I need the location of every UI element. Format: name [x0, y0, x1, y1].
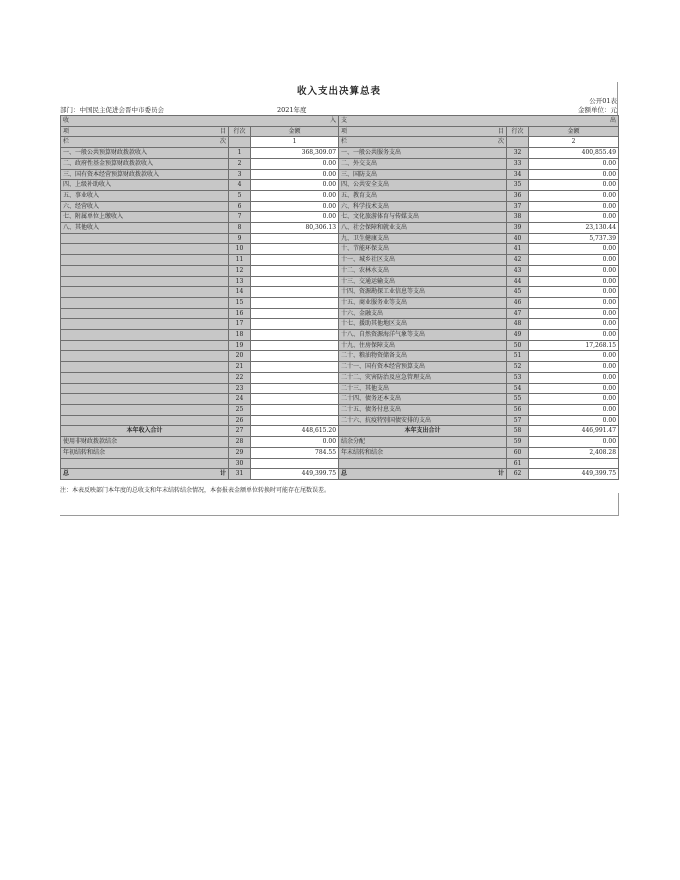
income-section-header	[61, 116, 339, 127]
expense-row-no: 59	[507, 437, 529, 448]
expense-col-number: 2	[529, 137, 619, 148]
table-row	[61, 233, 619, 244]
income-row-no: 17	[229, 319, 251, 330]
expense-amount: 0.00	[529, 330, 619, 341]
income-item	[61, 255, 229, 266]
table-row	[61, 372, 619, 383]
expense-label: 支	[341, 117, 348, 124]
table-row	[61, 158, 619, 169]
expense-item: 十九、住房保障支出	[339, 340, 507, 351]
expense-col-blank	[507, 137, 529, 148]
total-label-start: 总	[63, 470, 70, 478]
expense-row-no: 50	[507, 340, 529, 351]
expense-row-no: 40	[507, 233, 529, 244]
table-row	[61, 415, 619, 426]
income-total-label	[61, 469, 229, 480]
expense-item: 二十四、债务还本支出	[339, 394, 507, 405]
table-row	[61, 287, 619, 298]
expense-item: 八、社会保障和就业支出	[339, 223, 507, 234]
income-amount	[251, 372, 339, 383]
income-amount: 0.00	[251, 180, 339, 191]
expense-amount: 23,130.44	[529, 223, 619, 234]
table-row	[61, 319, 619, 330]
table-row	[61, 362, 619, 373]
table-frame-bottom	[60, 493, 619, 516]
total-label-start: 总	[341, 470, 348, 478]
page-title: 收入支出决算总表	[296, 86, 381, 97]
total-label-end: 计	[498, 470, 505, 478]
subtotal-row	[61, 426, 619, 437]
income-item	[61, 340, 229, 351]
income-item	[61, 297, 229, 308]
expense-item: 二十二、灾害防治及应急管理支出	[339, 372, 507, 383]
income-row-no: 21	[229, 362, 251, 373]
income-row-no: 18	[229, 330, 251, 341]
income-item-header	[61, 126, 229, 137]
expense-item: 十一、城乡社区支出	[339, 255, 507, 266]
expense-amount: 400,855.49	[529, 148, 619, 159]
income-row-no: 23	[229, 383, 251, 394]
income-row-no: 9	[229, 233, 251, 244]
expense-row-no: 36	[507, 190, 529, 201]
col-label: 栏	[63, 138, 70, 146]
expense-amount: 0.00	[529, 404, 619, 415]
income-row-no: 11	[229, 255, 251, 266]
table-row	[61, 265, 619, 276]
expense-row-no: 34	[507, 169, 529, 180]
expense-row-no: 56	[507, 404, 529, 415]
income-col-header	[61, 137, 229, 148]
expense-item: 十八、自然资源海洋气象等支出	[339, 330, 507, 341]
income-row-no: 25	[229, 404, 251, 415]
income-row-no: 10	[229, 244, 251, 255]
expense-amount: 0.00	[529, 415, 619, 426]
income-item	[61, 287, 229, 298]
expense-row-no: 37	[507, 201, 529, 212]
income-amount: 0.00	[251, 190, 339, 201]
expense-row-no: 49	[507, 330, 529, 341]
income-row-no: 7	[229, 212, 251, 223]
income-amount: 0.00	[251, 437, 339, 448]
expense-amount: 0.00	[529, 394, 619, 405]
expense-amount: 0.00	[529, 201, 619, 212]
table-row	[61, 340, 619, 351]
expense-total-amount: 449,399.75	[529, 469, 619, 480]
income-item	[61, 308, 229, 319]
income-item	[61, 265, 229, 276]
expense-amount: 0.00	[529, 265, 619, 276]
expense-rowno-header: 行次	[507, 126, 529, 137]
income-item: 一、一般公共预算财政拨款收入	[61, 148, 229, 159]
expense-total-label	[339, 469, 507, 480]
table-row	[61, 201, 619, 212]
item-label: 项	[63, 127, 70, 135]
income-item	[61, 415, 229, 426]
col-label-end: 次	[498, 138, 505, 146]
expense-amount: 0.00	[529, 362, 619, 373]
income-row-no: 30	[229, 458, 251, 469]
expense-row-no: 35	[507, 180, 529, 191]
expense-item: 二十三、其他支出	[339, 383, 507, 394]
income-item: 八、其他收入	[61, 223, 229, 234]
income-item	[61, 233, 229, 244]
total-label-end: 计	[219, 470, 226, 478]
income-item	[61, 351, 229, 362]
col-label: 栏	[341, 138, 348, 146]
expense-item: 九、卫生健康支出	[339, 233, 507, 244]
expense-subtotal-amount: 446,991.47	[529, 426, 619, 437]
income-row-no: 24	[229, 394, 251, 405]
item-label-end: 目	[219, 127, 226, 135]
income-amount	[251, 362, 339, 373]
amount-unit: 金额单位：元	[578, 106, 617, 114]
expense-item: 七、文化旅游体育与传媒支出	[339, 212, 507, 223]
income-item: 年初结转和结余	[61, 447, 229, 458]
income-amount	[251, 265, 339, 276]
income-row-no: 8	[229, 223, 251, 234]
table-row	[61, 351, 619, 362]
income-row-no: 26	[229, 415, 251, 426]
expense-item-header	[339, 126, 507, 137]
col-label-end: 次	[219, 138, 226, 146]
expense-item: 二、外交支出	[339, 158, 507, 169]
table-footnote: 注：本表反映部门本年度的总收支和年末结转结余情况，本套报表金额单位转换时可能存在尾数误差。	[60, 487, 331, 494]
expense-row-no: 53	[507, 372, 529, 383]
table-row	[61, 190, 619, 201]
expense-amount: 0.00	[529, 287, 619, 298]
expense-amount: 17,268.15	[529, 340, 619, 351]
income-row-no: 6	[229, 201, 251, 212]
expense-amount: 0.00	[529, 169, 619, 180]
income-item	[61, 404, 229, 415]
expense-item: 四、公共安全支出	[339, 180, 507, 191]
income-row-no: 1	[229, 148, 251, 159]
income-item: 六、经营收入	[61, 201, 229, 212]
expense-item: 十七、援助其他地区支出	[339, 319, 507, 330]
expense-item: 五、教育支出	[339, 190, 507, 201]
table-row	[61, 404, 619, 415]
income-row-no: 22	[229, 372, 251, 383]
expense-amount-header: 金额	[529, 126, 619, 137]
expense-amount: 0.00	[529, 212, 619, 223]
expense-row-no: 43	[507, 265, 529, 276]
table-row	[61, 330, 619, 341]
header-row-sections	[61, 116, 619, 127]
income-amount	[251, 244, 339, 255]
expense-row-no: 51	[507, 351, 529, 362]
income-expense-table	[60, 115, 619, 480]
table-row	[61, 437, 619, 448]
expense-item: 结余分配	[339, 437, 507, 448]
expense-amount	[529, 458, 619, 469]
income-row-no: 5	[229, 190, 251, 201]
table-row	[61, 244, 619, 255]
expense-row-no: 44	[507, 276, 529, 287]
income-amount: 368,309.07	[251, 148, 339, 159]
expense-item: 一、一般公共服务支出	[339, 148, 507, 159]
expense-item: 十二、农林水支出	[339, 265, 507, 276]
expense-row-no: 42	[507, 255, 529, 266]
income-amount	[251, 276, 339, 287]
income-row-no: 19	[229, 340, 251, 351]
income-amount-header: 金额	[251, 126, 339, 137]
expense-row-no: 32	[507, 148, 529, 159]
expense-row-no: 48	[507, 319, 529, 330]
expense-item: 十三、交通运输支出	[339, 276, 507, 287]
income-label: 收	[63, 117, 70, 124]
table-row	[61, 458, 619, 469]
expense-row-no: 62	[507, 469, 529, 480]
income-amount	[251, 287, 339, 298]
expense-amount: 2,408.28	[529, 447, 619, 458]
expense-item: 十四、资源勘探工业信息等支出	[339, 287, 507, 298]
income-item	[61, 276, 229, 287]
income-row-no: 2	[229, 158, 251, 169]
expense-col-header	[339, 137, 507, 148]
expense-row-no: 58	[507, 426, 529, 437]
income-row-no: 12	[229, 265, 251, 276]
income-amount: 784.55	[251, 447, 339, 458]
table-row	[61, 223, 619, 234]
income-item	[61, 244, 229, 255]
item-label: 项	[341, 127, 348, 135]
income-row-no: 3	[229, 169, 251, 180]
expense-amount: 0.00	[529, 308, 619, 319]
expense-amount: 0.00	[529, 180, 619, 191]
income-amount: 0.00	[251, 169, 339, 180]
income-amount	[251, 330, 339, 341]
income-amount	[251, 394, 339, 405]
income-item: 五、事业收入	[61, 190, 229, 201]
expense-item	[339, 458, 507, 469]
expense-amount: 0.00	[529, 383, 619, 394]
expense-row-no: 52	[507, 362, 529, 373]
income-amount: 0.00	[251, 158, 339, 169]
table-row	[61, 297, 619, 308]
expense-amount: 0.00	[529, 351, 619, 362]
income-amount	[251, 404, 339, 415]
table-row	[61, 276, 619, 287]
header-row-columns	[61, 137, 619, 148]
table-row	[61, 383, 619, 394]
header-row-items	[61, 126, 619, 137]
income-amount	[251, 383, 339, 394]
expense-row-no: 39	[507, 223, 529, 234]
expense-item: 十六、金融支出	[339, 308, 507, 319]
income-item	[61, 394, 229, 405]
expense-item: 二十五、债务付息支出	[339, 404, 507, 415]
total-row	[61, 469, 619, 480]
table-row	[61, 180, 619, 191]
income-row-no: 31	[229, 469, 251, 480]
expense-amount: 0.00	[529, 158, 619, 169]
income-amount	[251, 351, 339, 362]
income-row-no: 4	[229, 180, 251, 191]
income-col-blank	[229, 137, 251, 148]
expense-amount: 0.00	[529, 255, 619, 266]
expense-row-no: 57	[507, 415, 529, 426]
table-row	[61, 308, 619, 319]
income-row-no: 15	[229, 297, 251, 308]
income-item	[61, 362, 229, 373]
expense-section-header	[339, 116, 619, 127]
income-row-no: 13	[229, 276, 251, 287]
expense-amount: 0.00	[529, 319, 619, 330]
income-item: 使用非财政拨款结余	[61, 437, 229, 448]
income-row-no: 14	[229, 287, 251, 298]
income-amount	[251, 297, 339, 308]
table-row	[61, 394, 619, 405]
expense-amount: 5,737.39	[529, 233, 619, 244]
expense-label-end: 出	[610, 117, 617, 124]
table-row	[61, 169, 619, 180]
income-amount	[251, 233, 339, 244]
income-item: 二、政府性基金预算财政拨款收入	[61, 158, 229, 169]
income-item: 七、附属单位上缴收入	[61, 212, 229, 223]
income-row-no: 27	[229, 426, 251, 437]
expense-amount: 0.00	[529, 244, 619, 255]
expense-row-no: 60	[507, 447, 529, 458]
income-item	[61, 383, 229, 394]
income-amount	[251, 458, 339, 469]
income-item	[61, 319, 229, 330]
expense-item: 二十一、国有资本经营预算支出	[339, 362, 507, 373]
income-item: 三、国有资本经营预算财政拨款收入	[61, 169, 229, 180]
income-total-amount: 449,399.75	[251, 469, 339, 480]
income-amount: 0.00	[251, 212, 339, 223]
income-item: 四、上级补助收入	[61, 180, 229, 191]
income-row-no: 28	[229, 437, 251, 448]
item-label-end: 目	[498, 127, 505, 135]
table-row	[61, 447, 619, 458]
expense-row-no: 55	[507, 394, 529, 405]
expense-item: 二十六、抗疫特别国债安排的支出	[339, 415, 507, 426]
income-amount	[251, 415, 339, 426]
expense-item: 三、国防支出	[339, 169, 507, 180]
expense-row-no: 54	[507, 383, 529, 394]
form-number: 公开01表	[589, 97, 617, 105]
expense-amount: 0.00	[529, 276, 619, 287]
income-amount: 80,306.13	[251, 223, 339, 234]
expense-row-no: 41	[507, 244, 529, 255]
department-label: 部门：中国民主促进会晋中市委员会	[60, 106, 164, 114]
expense-item: 二十、粮油物资储备支出	[339, 351, 507, 362]
income-amount	[251, 255, 339, 266]
expense-row-no: 46	[507, 297, 529, 308]
expense-row-no: 45	[507, 287, 529, 298]
income-row-no: 29	[229, 447, 251, 458]
expense-item: 六、科学技术支出	[339, 201, 507, 212]
income-rowno-header: 行次	[229, 126, 251, 137]
table-row	[61, 255, 619, 266]
income-amount	[251, 340, 339, 351]
income-col-number: 1	[251, 137, 339, 148]
fiscal-year: 2021年度	[277, 106, 307, 114]
expense-row-no: 33	[507, 158, 529, 169]
income-item	[61, 372, 229, 383]
income-subtotal-amount: 448,615.20	[251, 426, 339, 437]
expense-row-no: 61	[507, 458, 529, 469]
expense-item: 十、节能环保支出	[339, 244, 507, 255]
expense-item: 十五、商业服务业等支出	[339, 297, 507, 308]
income-row-no: 20	[229, 351, 251, 362]
income-subtotal-label: 本年收入合计	[61, 426, 229, 437]
expense-item: 年末结转和结余	[339, 447, 507, 458]
income-amount	[251, 319, 339, 330]
income-label-end: 入	[330, 117, 337, 124]
income-amount	[251, 308, 339, 319]
expense-amount: 0.00	[529, 372, 619, 383]
expense-amount: 0.00	[529, 437, 619, 448]
expense-amount: 0.00	[529, 297, 619, 308]
expense-row-no: 38	[507, 212, 529, 223]
table-row	[61, 212, 619, 223]
income-row-no: 16	[229, 308, 251, 319]
table-row	[61, 148, 619, 159]
expense-amount: 0.00	[529, 190, 619, 201]
expense-subtotal-label: 本年支出合计	[339, 426, 507, 437]
income-amount: 0.00	[251, 201, 339, 212]
income-item	[61, 458, 229, 469]
expense-row-no: 47	[507, 308, 529, 319]
income-item	[61, 330, 229, 341]
